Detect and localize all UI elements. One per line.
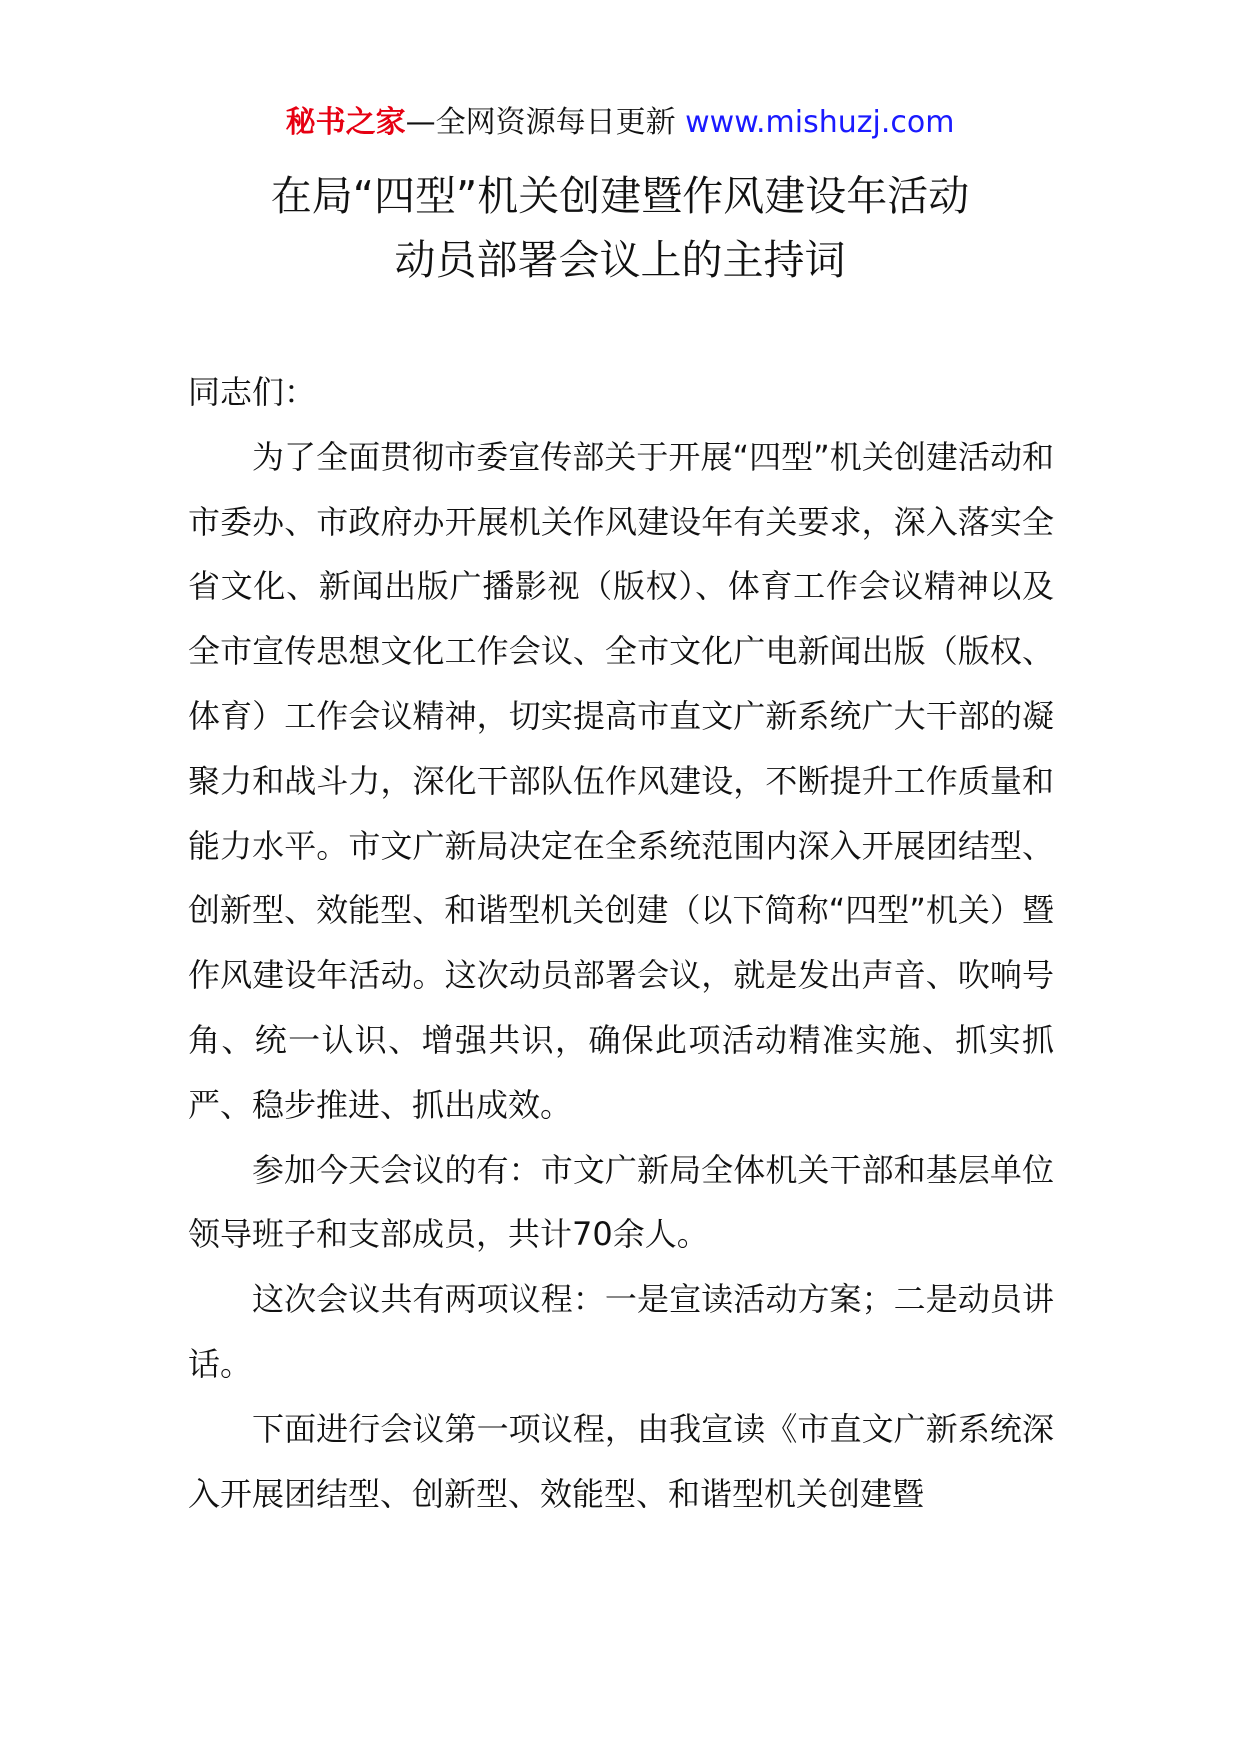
body-paragraph-1: 为了全面贯彻市委宣传部关于开展“四型”机关创建活动和市委办、市政府办开展机关作风建设年有关要求，深入落实全省文化、新闻出版广播影视（版权）、体育工作会议精神以及全市宣传思想文化工作会议、全市文化广电新闻出版（版权、体育）工作会议精神，切实提高市直文广新系统广大干部的凝聚力和战斗力，深化干部队伍作风建设，不断提升工作质量和能力水平。市文广新局决定在全系统范围内深入开展团结型、创新型、效能型、和谐型机关创建（以下简称“四型”机关）暨作风建设年活动。这次动员部署会议，就是发出声音、吹响号角、统一认识、增强共识，确保此项活动精准实施、抓实抓严、稳步推进、抓出成效。 [188, 437, 1054, 1124]
site-url-link[interactable]: www.mishuzj.com [685, 105, 955, 140]
body-paragraph-4: 下面进行会议第一项议程，由我宣读《市直文广新系统深入开展团结型、创新型、效能型、和谐型机关创建暨 [188, 1409, 1054, 1513]
document-title-line-2: 动员部署会议上的主持词 [394, 236, 846, 284]
site-tagline: —全网资源每日更新 [405, 105, 676, 140]
document-title-line-1: 在局“四型”机关创建暨作风建设年活动 [270, 172, 970, 220]
body-paragraph-2: 参加今天会议的有：市文广新局全体机关干部和基层单位领导班子和支部成员，共计70余人。 [188, 1150, 1054, 1254]
salutation: 同志们： [188, 373, 317, 411]
body-paragraph-3: 这次会议共有两项议程：一是宣读活动方案；二是动员讲话。 [188, 1280, 1054, 1383]
document-body [188, 360, 1054, 1526]
site-brand: 秘书之家 [285, 105, 406, 140]
site-header [0, 100, 1240, 146]
